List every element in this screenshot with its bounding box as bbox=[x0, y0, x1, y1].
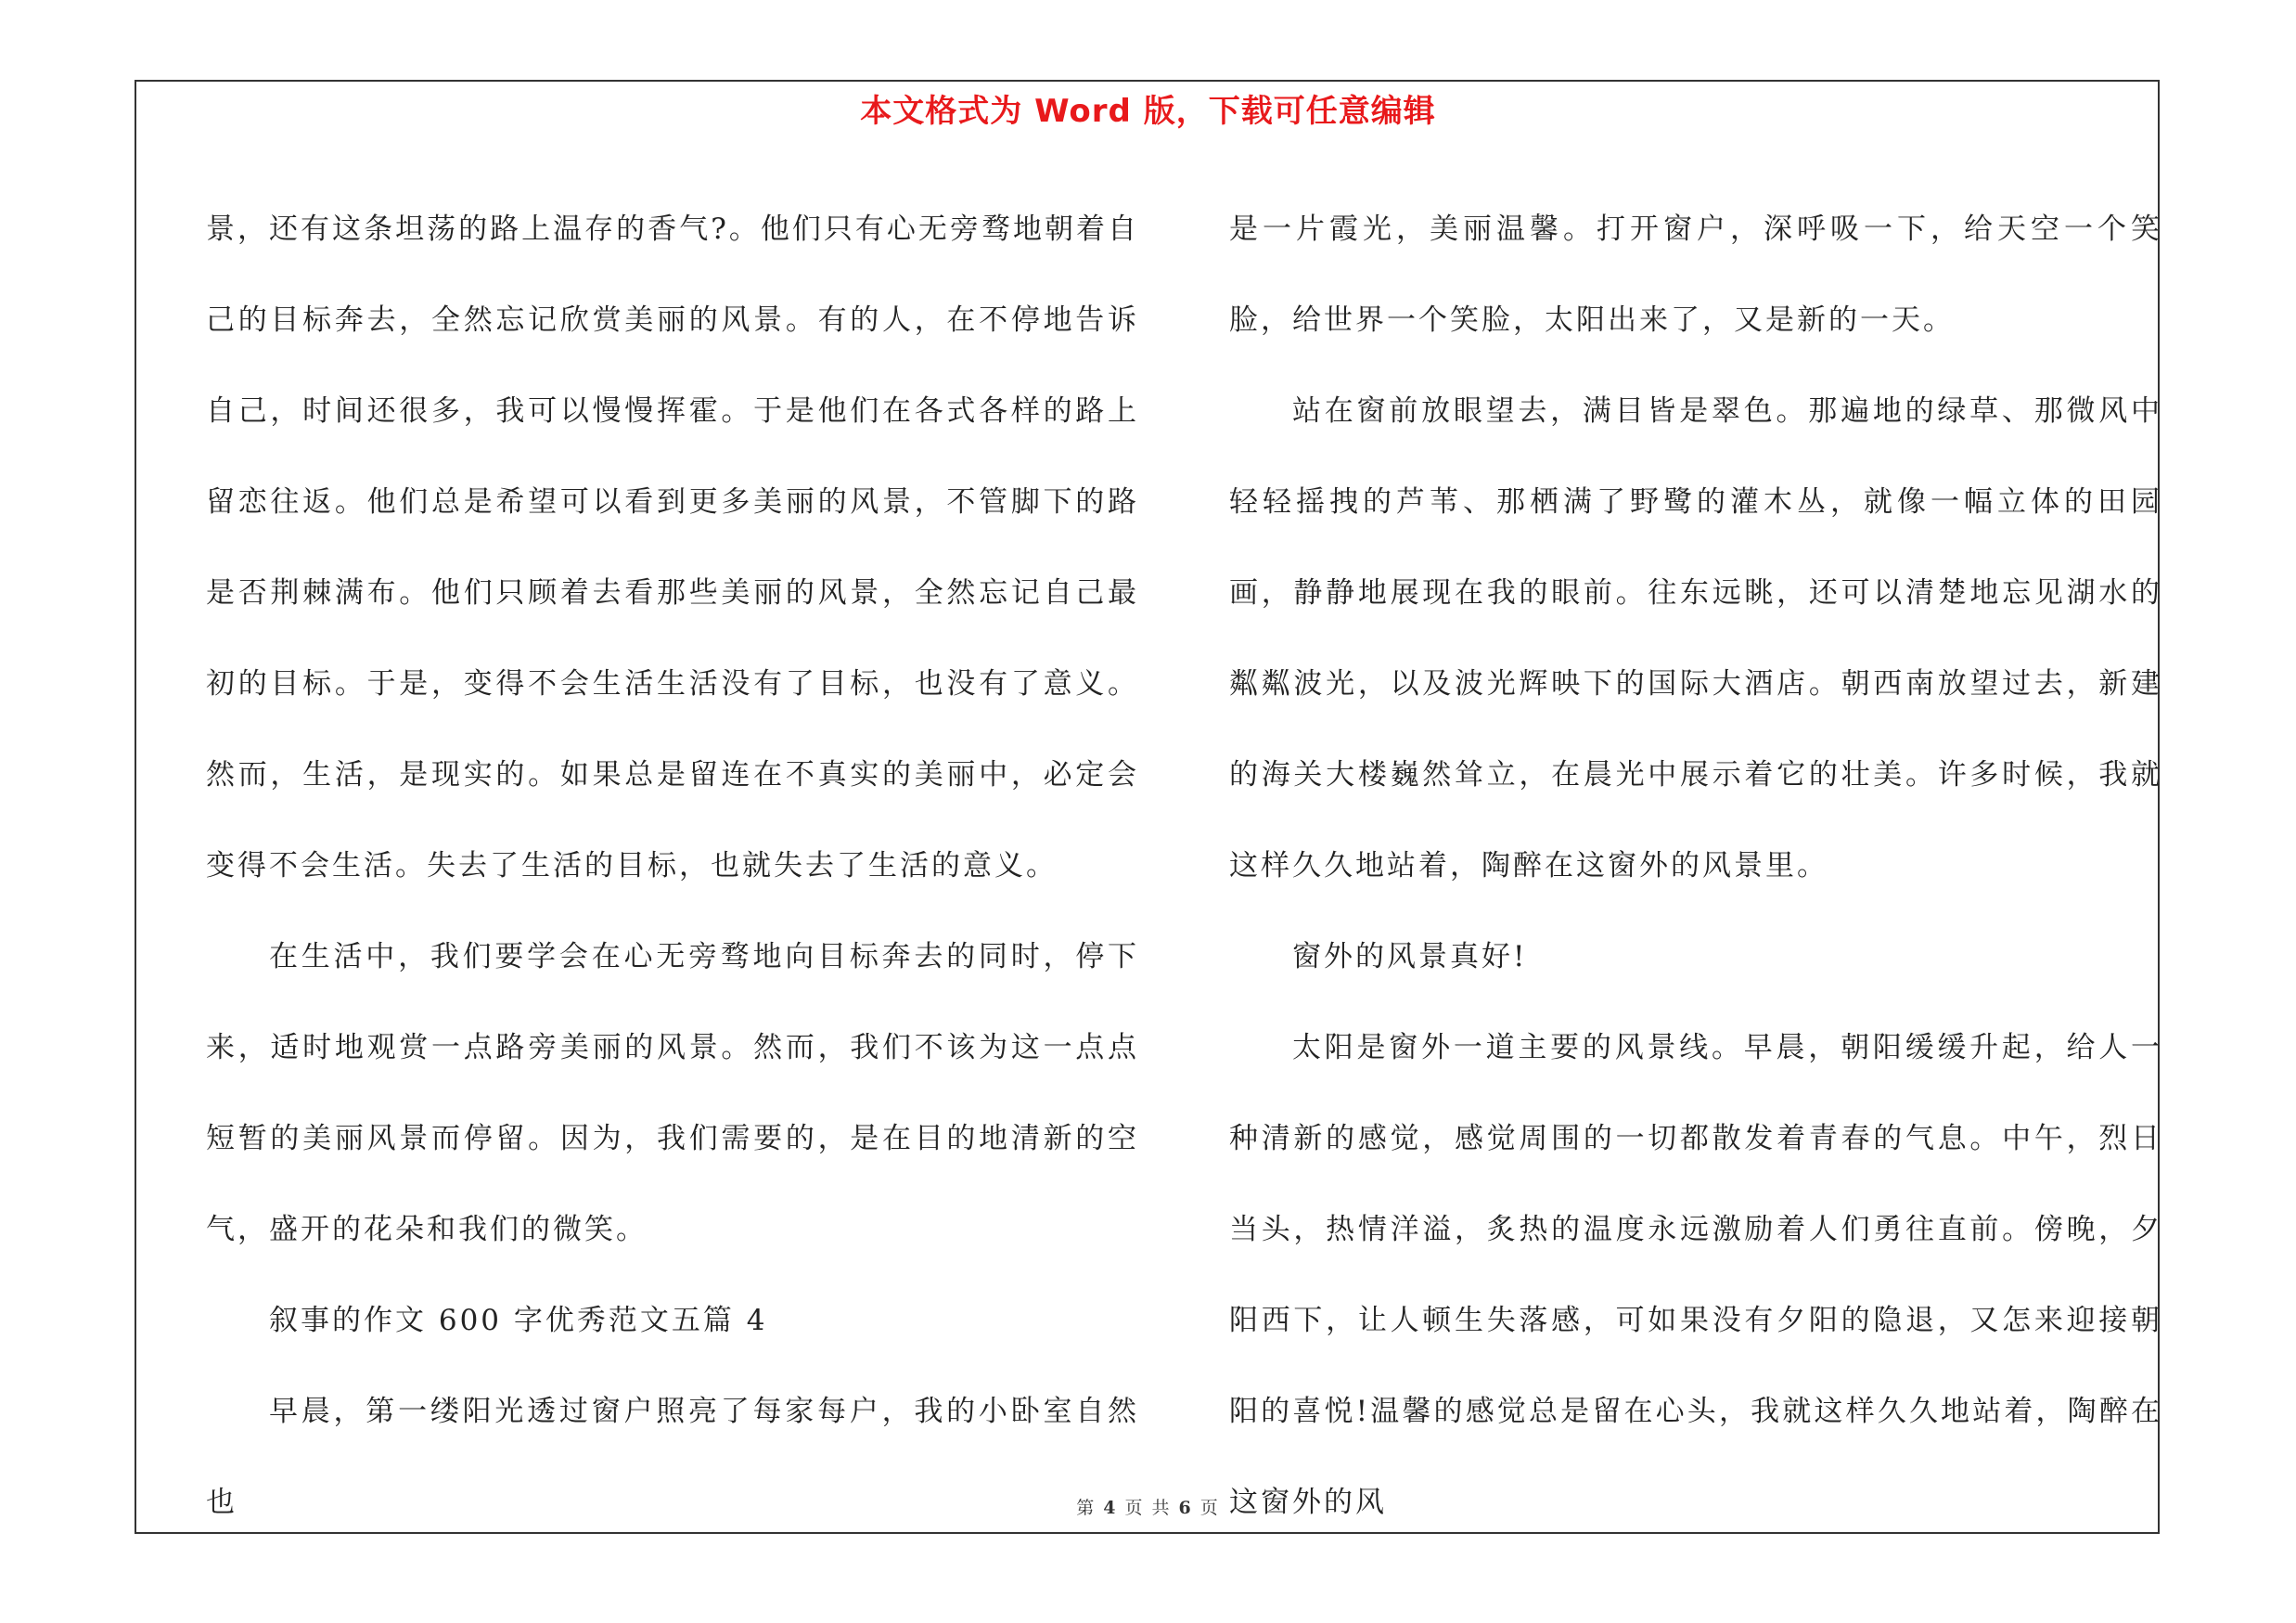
section-title: 叙事的作文 600 字优秀范文五篇 4 bbox=[269, 1304, 768, 1337]
paragraph: 窗外的风景真好! bbox=[1292, 940, 1528, 973]
paragraph: 太阳是窗外一道主要的风景线。早晨，朝阳缓缓升起，给人一种清新的感觉，感觉周围的一切都散发着青春的气息。中午，烈日当头，热情洋溢，炙热的温度永远激励着人们勇往直前。傍晚，夕阳西下，让人顿生失落感，可如果没有夕阳的隐退，又怎来迎接朝阳的喜悦!温馨的感觉总是留在心头，我就这样久久地站着，陶醉在这窗外的风 bbox=[1229, 1031, 2162, 1519]
paragraph: 景，还有这条坦荡的路上温存的香气?。他们只有心无旁骛地朝着自己的目标奔去，全然忘记欣赏美丽的风景。有的人，在不停地告诉自己，时间还很多，我可以慢慢挥霍。于是他们在各式各样的路上留恋往返。他们总是希望可以看到更多美丽的风景，不管脚下的路是否荆棘满布。他们只顾着去看那些美丽的风景，全然忘记自己最初的目标。于是，变得不会生活生活没有了目标，也没有了意义。然而，生活，是现实的。如果总是留连在不真实的美丽中，必定会变得不会生活。失去了生活的目标，也就失去了生活的意义。 bbox=[206, 213, 1139, 882]
footer-prefix: 第 bbox=[1076, 1498, 1097, 1518]
page-number-footer bbox=[0, 1494, 2296, 1519]
current-page-number: 4 bbox=[1103, 1498, 1118, 1518]
paragraph: 站在窗前放眼望去，满目皆是翠色。那遍地的绿草、那微风中轻轻摇拽的芦苇、那栖满了野鹭的灌木丛，就像一幅立体的田园画，静静地展现在我的眼前。往东远眺，还可以清楚地忘见湖水的粼粼波光，以及波光辉映下的国际大酒店。朝西南放望过去，新建的海关大楼巍然耸立，在晨光中展示着它的壮美。许多时候，我就这样久久地站着，陶醉在这窗外的风景里。 bbox=[1229, 394, 2162, 882]
paragraph: 在生活中，我们要学会在心无旁骛地向目标奔去的同时，停下来，适时地观赏一点路旁美丽的风景。然而，我们不该为这一点点短暂的美丽风景而停留。因为，我们需要的，是在目的地清新的空气，盛开的花朵和我们的微笑。 bbox=[206, 940, 1139, 1246]
paragraph: 是一片霞光，美丽温馨。打开窗户，深呼吸一下，给天空一个笑脸，给世界一个笑脸，太阳出来了，又是新的一天。 bbox=[1229, 213, 2162, 337]
left-text-column bbox=[206, 184, 1139, 1548]
total-page-number: 6 bbox=[1178, 1498, 1193, 1518]
right-text-column bbox=[1229, 184, 2162, 1548]
footer-mid: 页 共 bbox=[1124, 1498, 1172, 1518]
footer-suffix: 页 bbox=[1199, 1498, 1220, 1518]
paragraph: 早晨，第一缕阳光透过窗户照亮了每家每户，我的小卧室自然也 bbox=[206, 1395, 1139, 1519]
word-format-banner: 本文格式为 Word 版，下载可任意编辑 bbox=[860, 93, 1436, 130]
